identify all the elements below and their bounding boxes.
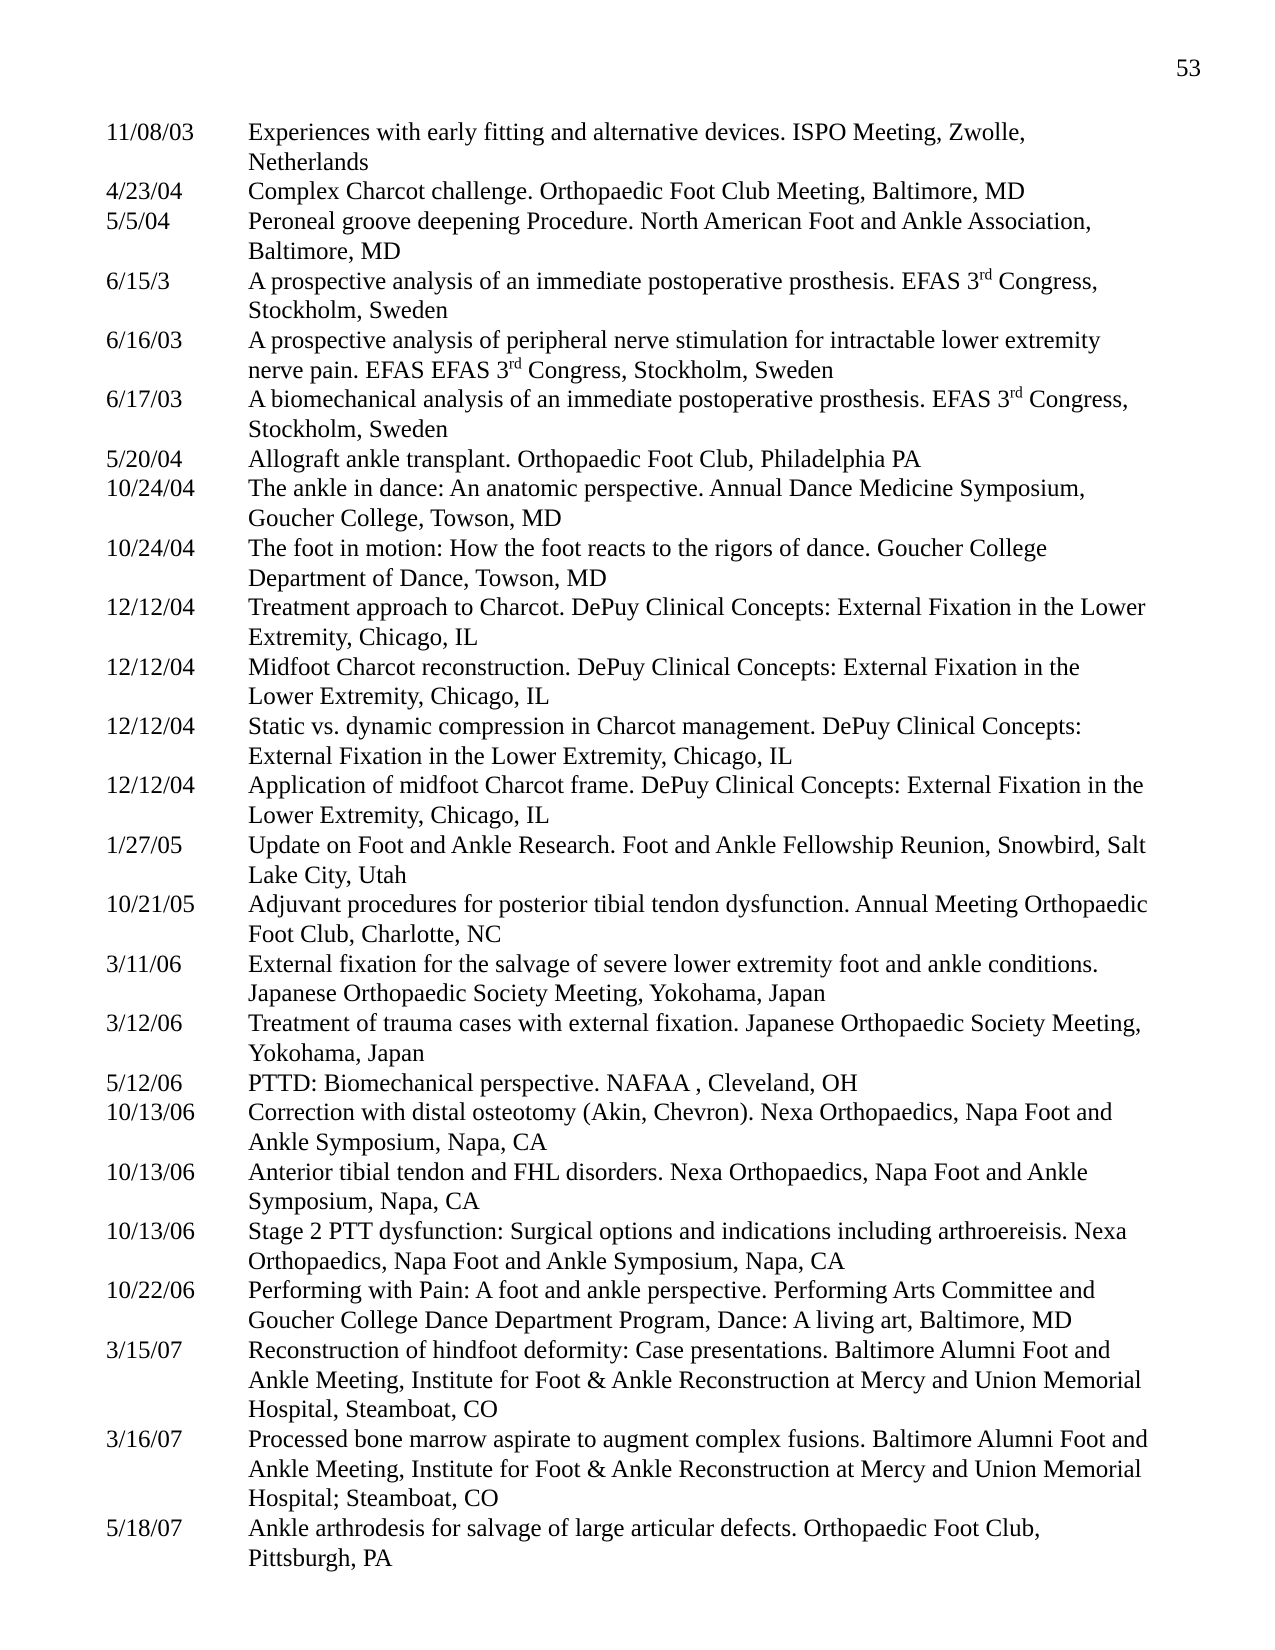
entry-description: A prospective analysis of peripheral nerve stimulation for intractable lower extremity nerve pain. EFAS EFAS 3rd Congress, Stockholm, Sweden bbox=[248, 326, 1101, 384]
presentation-entry bbox=[106, 177, 1152, 207]
presentation-entry bbox=[106, 1098, 1152, 1157]
presentation-entry bbox=[106, 1158, 1152, 1217]
entry-date: 5/5/04 bbox=[106, 208, 170, 236]
presentation-entry bbox=[106, 385, 1152, 444]
presentation-entry bbox=[106, 950, 1152, 1009]
entry-description: Treatment of trauma cases with external fixation. Japanese Orthopaedic Society Meeting, Yokohama, Japan bbox=[248, 1010, 1142, 1067]
entry-date: 10/24/04 bbox=[106, 534, 195, 562]
entry-date: 6/15/3 bbox=[106, 267, 170, 295]
entry-description: Peroneal groove deepening Procedure. North American Foot and Ankle Association, Baltimore, MD bbox=[248, 208, 1092, 265]
entry-date: 10/13/06 bbox=[106, 1218, 195, 1246]
presentation-entry bbox=[106, 1336, 1152, 1425]
presentation-entry bbox=[106, 1276, 1152, 1335]
entry-date: 12/12/04 bbox=[106, 594, 195, 622]
presentation-entry bbox=[106, 326, 1152, 385]
entry-date: 10/22/06 bbox=[106, 1277, 195, 1305]
presentation-entry bbox=[106, 118, 1152, 177]
entry-description: Adjuvant procedures for posterior tibial tendon dysfunction. Annual Meeting Orthopaedic Foot Club, Charlotte, NC bbox=[248, 891, 1148, 948]
entry-description: Midfoot Charcot reconstruction. DePuy Clinical Concepts: External Fixation in the Lower Extremity, Chicago, IL bbox=[248, 653, 1080, 711]
entry-date: 3/16/07 bbox=[106, 1425, 183, 1453]
entry-date: 3/15/07 bbox=[106, 1336, 183, 1364]
entry-description: Ankle arthrodesis for salvage of large articular defects. Orthopaedic Foot Club, Pittsburgh, PA bbox=[248, 1515, 1041, 1572]
entry-description: Update on Foot and Ankle Research. Foot and Ankle Fellowship Reunion, Snowbird, Salt Lake City, Utah bbox=[248, 831, 1146, 889]
presentation-entry bbox=[106, 831, 1152, 890]
entry-date: 6/16/03 bbox=[106, 326, 183, 354]
entry-description: Allograft ankle transplant. Orthopaedic Foot Club, Philadelphia PA bbox=[248, 445, 922, 473]
presentation-entry bbox=[106, 1514, 1152, 1573]
entry-description: External fixation for the salvage of severe lower extremity foot and ankle conditions. Japanese Orthopaedic Society Meeting, Yokohama, Japan bbox=[248, 950, 1099, 1008]
presentation-entry bbox=[106, 653, 1152, 712]
entry-description: The foot in motion: How the foot reacts to the rigors of dance. Goucher College Department of Dance, Towson, MD bbox=[248, 534, 1048, 592]
entry-date: 12/12/04 bbox=[106, 772, 195, 800]
presentation-entry bbox=[106, 1009, 1152, 1068]
entry-description: Static vs. dynamic compression in Charcot management. DePuy Clinical Concepts: External Fixation in the Lower Extremity, Chicago, IL bbox=[248, 713, 1082, 770]
entry-description: Complex Charcot challenge. Orthopaedic Foot Club Meeting, Baltimore, MD bbox=[248, 178, 1025, 206]
entry-description: Correction with distal osteotomy (Akin, Chevron). Nexa Orthopaedics, Napa Foot and Ankle Symposium, Napa, CA bbox=[248, 1099, 1113, 1156]
entry-date: 11/08/03 bbox=[106, 119, 194, 146]
entry-description: Treatment approach to Charcot. DePuy Clinical Concepts: External Fixation in the Lower Extremity, Chicago, IL bbox=[248, 594, 1146, 651]
presentation-entry bbox=[106, 712, 1152, 771]
presentation-entry bbox=[106, 445, 1152, 475]
presentation-entry bbox=[106, 1425, 1152, 1514]
entry-description: Stage 2 PTT dysfunction: Surgical options and indications including arthroereisis. Nexa Orthopaedics, Napa Foot and Ankle Symposium, Napa, CA bbox=[248, 1218, 1127, 1275]
entry-date: 6/17/03 bbox=[106, 386, 183, 414]
presentation-entry bbox=[106, 1069, 1152, 1099]
entry-description: Reconstruction of hindfoot deformity: Case presentations. Baltimore Alumni Foot and Ankle Meeting, Institute for Foot & Ankle Reconstruction at Mercy and Union Memorial Hospital, Steamboat, CO bbox=[248, 1336, 1142, 1424]
presentation-entry bbox=[106, 890, 1152, 949]
presentation-list bbox=[106, 118, 1152, 1573]
presentation-entry bbox=[106, 534, 1152, 593]
entry-description: A prospective analysis of an immediate postoperative prosthesis. EFAS 3rd Congress, Stockholm, Sweden bbox=[248, 266, 1098, 325]
entry-description: Experiences with early fitting and alternative devices. ISPO Meeting, Zwolle, Netherlands bbox=[248, 119, 1026, 176]
entry-date: 4/23/04 bbox=[106, 178, 183, 206]
entry-date: 10/21/05 bbox=[106, 891, 195, 919]
entry-description: The ankle in dance: An anatomic perspective. Annual Dance Medicine Symposium, Goucher College, Towson, MD bbox=[248, 475, 1086, 533]
entry-date: 10/24/04 bbox=[106, 475, 195, 503]
entry-date: 10/13/06 bbox=[106, 1158, 195, 1186]
entry-date: 1/27/05 bbox=[106, 831, 183, 859]
page-number: 53 bbox=[1176, 55, 1201, 82]
entry-description: Application of midfoot Charcot frame. DePuy Clinical Concepts: External Fixation in the Lower Extremity, Chicago, IL bbox=[248, 772, 1144, 830]
entry-date: 5/20/04 bbox=[106, 445, 183, 473]
entry-date: 3/11/06 bbox=[106, 950, 182, 978]
entry-date: 3/12/06 bbox=[106, 1010, 183, 1038]
entry-date: 12/12/04 bbox=[106, 653, 195, 681]
entry-date: 5/12/06 bbox=[106, 1069, 183, 1097]
presentation-entry bbox=[106, 207, 1152, 266]
presentation-entry bbox=[106, 1217, 1152, 1276]
entry-description: A biomechanical analysis of an immediate postoperative prosthesis. EFAS 3rd Congress, Stockholm, Sweden bbox=[248, 385, 1129, 444]
entry-date: 5/18/07 bbox=[106, 1515, 183, 1543]
entry-description: PTTD: Biomechanical perspective. NAFAA , Cleveland, OH bbox=[248, 1069, 858, 1097]
presentation-entry bbox=[106, 474, 1152, 533]
entry-description: Processed bone marrow aspirate to augment complex fusions. Baltimore Alumni Foot and Ankle Meeting, Institute for Foot & Ankle Reconstruction at Mercy and Union Memorial Hospital; Steamboat, CO bbox=[248, 1425, 1148, 1513]
presentation-entry bbox=[106, 771, 1152, 830]
entry-description: Anterior tibial tendon and FHL disorders. Nexa Orthopaedics, Napa Foot and Ankle Symposium, Napa, CA bbox=[248, 1158, 1088, 1216]
entry-description: Performing with Pain: A foot and ankle perspective. Performing Arts Committee and Goucher College Dance Department Program, Dance: A living art, Baltimore, MD bbox=[248, 1277, 1096, 1335]
entry-date: 12/12/04 bbox=[106, 713, 195, 741]
presentation-entry bbox=[106, 267, 1152, 326]
entry-date: 10/13/06 bbox=[106, 1099, 195, 1127]
presentation-entry bbox=[106, 593, 1152, 652]
